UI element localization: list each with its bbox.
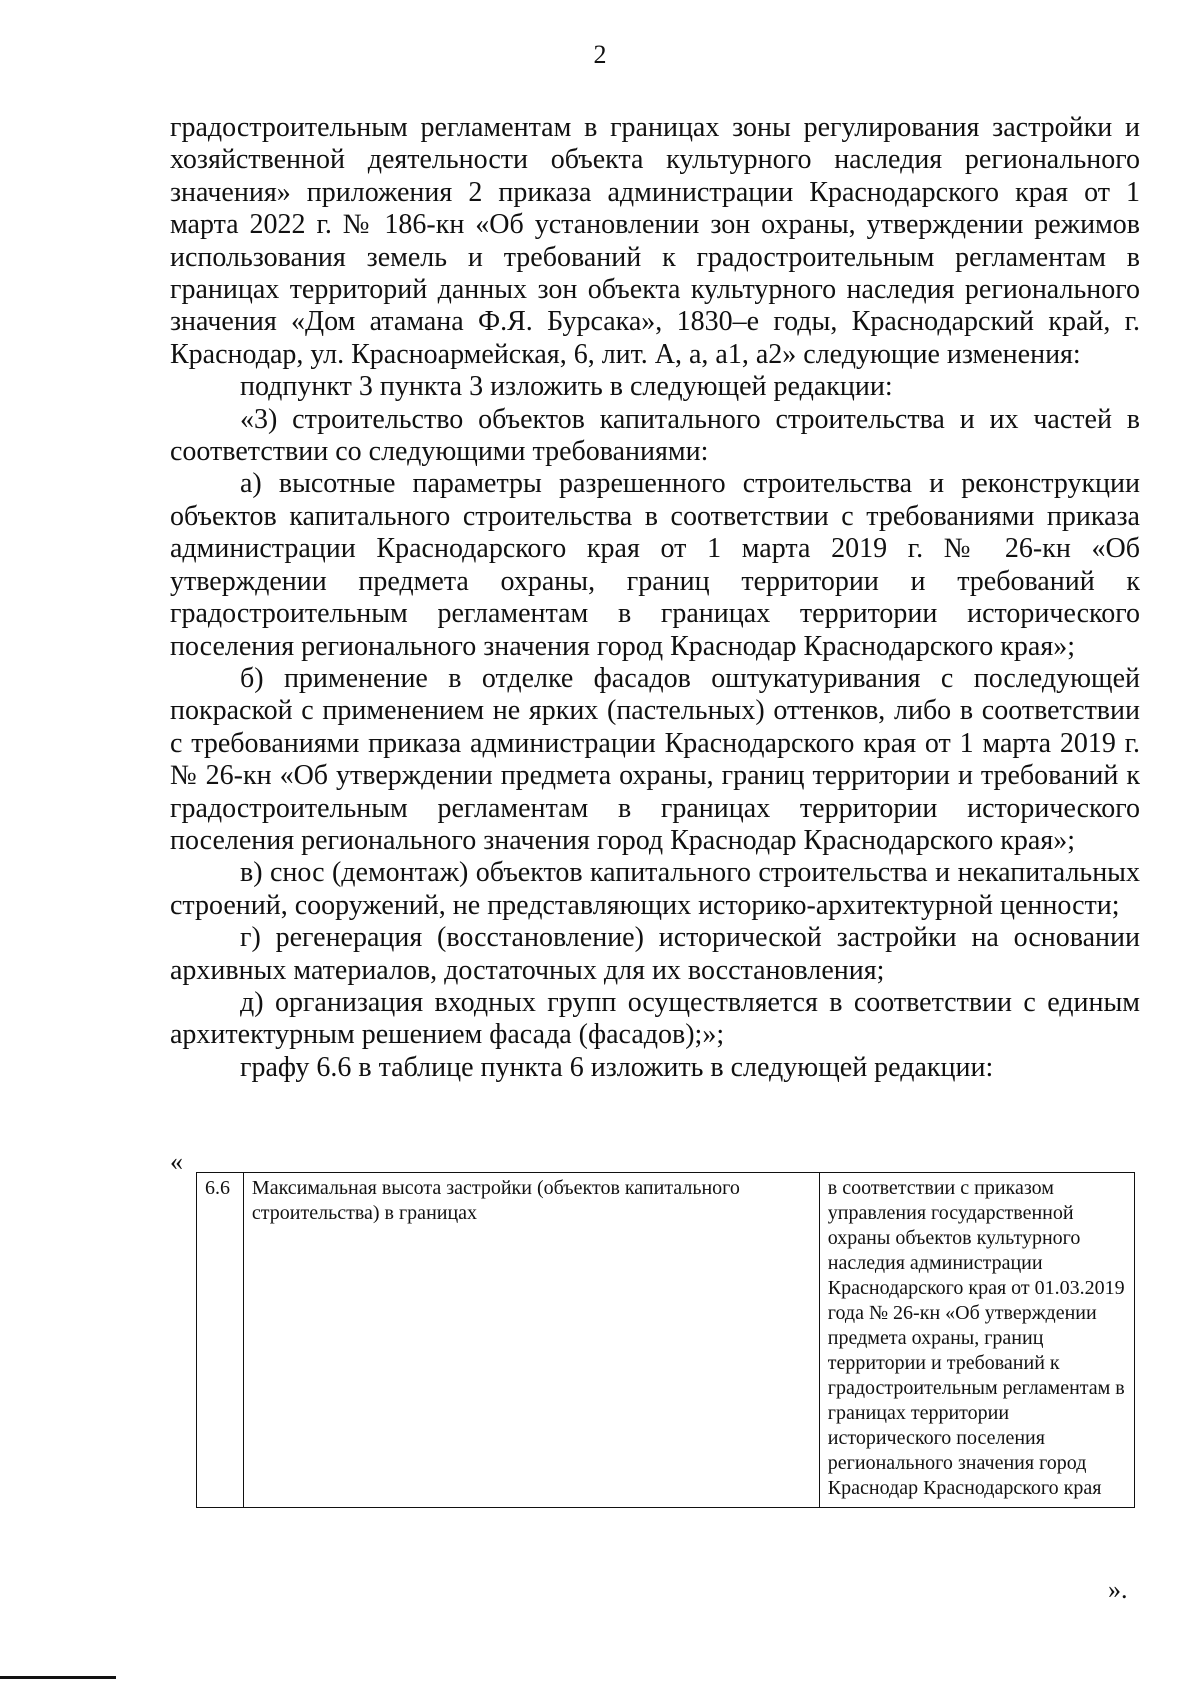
table-row: [197, 1173, 1135, 1508]
paragraph-item-b: б) применение в отделке фасадов оштукатуривания с последующей покраской с применением не ярких (пастельных) оттенков, либо в соответствии с требованиями приказа администрации Краснодарского края от 1 марта 2019 г. № 26-кн «Об утверждении предмета охраны, границ территории и требований к градостроительным регламентам в границах территории исторического поселения регионального значения город Краснодар Краснодарского края»;: [170, 662, 1140, 856]
table-closing-quote: ».: [1108, 1575, 1128, 1604]
table-opening-quote: «: [170, 1147, 183, 1176]
footer-rule: [0, 1676, 116, 1679]
paragraph-item-v: в) снос (демонтаж) объектов капитального строительства и некапитальных строений, сооружений, не представляющих историко-архитектурной ценности;: [170, 857, 1140, 921]
page-number: 2: [593, 40, 607, 69]
paragraph-item-a: а) высотные параметры разрешенного строительства и реконструкции объектов капитального строительства в соответствии с требованиями приказа администрации Краснодарского края от 1 марта 2019 г. № 26-кн «Об утверждении предмета охраны, границ территории и требований к градостроительным регламентам в границах территории исторического поселения регионального значения город Краснодар Краснодарского края»;: [170, 468, 1140, 662]
paragraph-item-g: г) регенерация (восстановление) исторической застройки на основании архивных материалов, достаточных для их восстановления;: [170, 922, 1140, 986]
document-body: [170, 112, 1140, 1084]
paragraph-item-3: «3) строительство объектов капитального строительства и их частей в соответствии со следующими требованиями:: [170, 403, 1140, 468]
row-reference-cell: в соответствии с приказом управления государственной охраны объектов культурного наследия администрации Краснодарского края от 01.03.2019 года № 26-кн «Об утверждении предмета охраны, границ территории и требований к градостроительным регламентам в границах территории исторического поселения регионального значения город Краснодар Краснодарского края: [819, 1173, 1134, 1508]
amendment-table: [196, 1172, 1135, 1508]
row-description-cell: Максимальная высота застройки (объектов капитального строительства) в границах: [243, 1173, 819, 1508]
paragraph-subitem-3-instruction: подпункт 3 пункта 3 изложить в следующей редакции:: [240, 371, 893, 403]
paragraph-continuation: градостроительным регламентам в границах зоны регулирования застройки и хозяйственной деятельности объекта культурного наследия регионального значения» приложения 2 приказа администрации Краснодарского края от 1 марта 2022 г. № 186-кн «Об установлении зон охраны, утверждении режимов использования земель и требований к градостроительным регламентам в границах территорий данных зон объекта культурного наследия регионального значения «Дом атамана Ф.Я. Бурсака», 1830–е годы, Краснодарский край, г. Краснодар, ул. Красноармейская, 6, лит. А, а, а1, а2» следующие изменения:: [170, 112, 1140, 370]
paragraph-table-instruction: графу 6.6 в таблице пункта 6 изложить в следующей редакции:: [240, 1051, 994, 1083]
row-number-cell: 6.6: [197, 1173, 244, 1508]
paragraph-item-d: д) организация входных групп осуществляется в соответствии с единым архитектурным решением фасада (фасадов);»;: [170, 986, 1140, 1051]
